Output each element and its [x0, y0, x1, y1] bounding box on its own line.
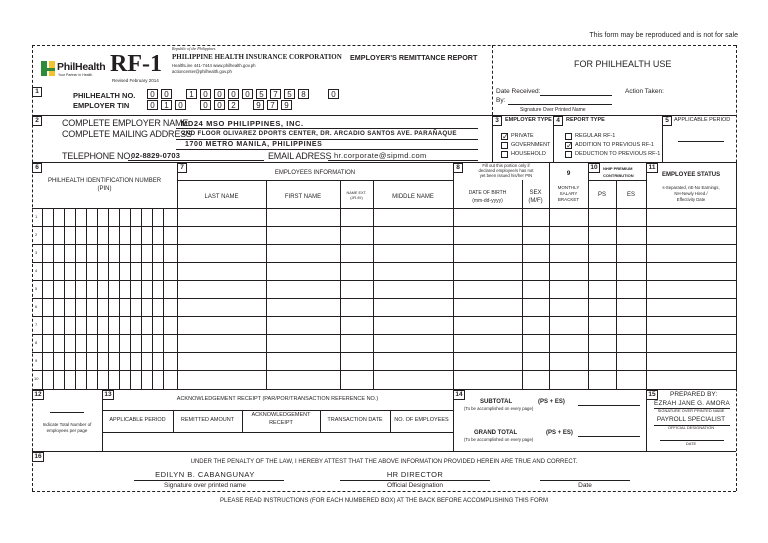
ack-receipt-col-2: RECEIPT — [269, 420, 293, 426]
checkbox-deduction[interactable] — [565, 151, 572, 158]
checkbox-regular[interactable] — [565, 133, 572, 140]
employees-info-header: EMPLOYEES INFORMATION — [274, 170, 356, 176]
employer-name-label: COMPLETE EMPLOYER NAME — [62, 118, 189, 128]
row-number: 1 — [35, 214, 38, 219]
remitted-amount-header: REMITTED AMOUNT — [180, 417, 235, 423]
employee-status-header: EMPLOYEE STATUS — [662, 172, 721, 178]
pin-digit: 1 — [186, 89, 197, 99]
signatory-date-field[interactable] — [540, 480, 630, 481]
ack-receipt-col-1: ACKNOWLEDGEMENT — [251, 412, 311, 418]
revision-date: Revised February 2014 — [112, 78, 159, 83]
box8-note-1: Fill out this portion only if — [482, 163, 530, 168]
status-legend-3: Effectivity Date — [676, 197, 706, 202]
box8-note-3: yet been issued his/her PIN — [479, 173, 533, 178]
box-number-6: 6 — [32, 163, 42, 173]
status-legend-2: NH-Newly Hired / — [674, 191, 708, 196]
box-number-16: 16 — [32, 452, 44, 462]
premium-header-1: NHIP PREMIUM — [603, 166, 633, 171]
logo-tagline: Your Partner in Health — [58, 73, 93, 77]
es-header: ES — [626, 192, 635, 198]
signatory-designation[interactable]: HR DIRECTOR — [386, 470, 444, 479]
attestation: UNDER THE PENALTY OF THE LAW, I HEREBY ATTEST THAT THE ABOVE INFORMATION PROVIDED HEREIN ARE TRUE AND CORRECT. — [190, 459, 578, 465]
row-number: 10 — [34, 376, 39, 381]
option-regular: REGULAR RF-1 — [575, 133, 616, 139]
mailing-address-line2[interactable]: 1700 METRO MANILA, PHILIPPINES — [185, 141, 323, 148]
date-received-field[interactable] — [540, 95, 612, 96]
grand-total-label: GRAND TOTAL — [474, 430, 518, 436]
box-number-1: 1 — [32, 87, 42, 97]
email-value[interactable]: hr.corporate@sipmd.com — [334, 151, 427, 160]
phic-signature-label: Signature Over Printed Name — [520, 107, 586, 113]
row-number: 2 — [35, 232, 38, 237]
subtotal-note: (To be accomplished on every page) — [464, 406, 534, 411]
applicable-period-field[interactable] — [678, 141, 724, 142]
pin-digit: 8 — [298, 89, 309, 99]
action-taken-label: Action Taken: — [625, 88, 664, 95]
form-code: RF-1 — [110, 51, 162, 77]
option-deduction: DEDUCTION TO PREVIOUS RF-1 — [575, 151, 661, 157]
sex-header: SEX — [529, 190, 542, 196]
dob-format: (mm-dd-yyyy) — [472, 198, 503, 204]
signatory-date-label: Date — [578, 482, 592, 489]
logo-text: PhilHealth — [57, 61, 106, 73]
tin-digit: 7 — [267, 100, 278, 110]
preparer-name[interactable]: EZRAH JANE G. AMORA — [654, 400, 730, 407]
option-addition: ADDITION TO PREVIOUS RF-1 — [575, 142, 654, 148]
box-number-7: 7 — [177, 163, 187, 173]
msb-header-3: BRACKET — [557, 197, 580, 202]
row-number: 4 — [35, 268, 38, 273]
prepared-by-label: PREPARED BY: — [670, 391, 718, 398]
tin-digit: 2 — [228, 100, 239, 110]
premium-header-2: CONTRIBUTION — [603, 173, 634, 178]
report-type-label: REPORT TYPE — [566, 117, 605, 123]
grand-total-note: (To be accomplished on every page) — [464, 437, 534, 442]
pin-digit: 0 — [228, 89, 239, 99]
tin-digit: 0 — [214, 100, 225, 110]
option-government: GOVERNMENT — [511, 142, 551, 148]
received-by-field[interactable] — [508, 104, 612, 105]
signatory-name[interactable]: EDILYN B. CABANGUNAY — [155, 470, 255, 479]
box12-note-1: Indicate Total Number of — [42, 422, 92, 427]
applicable-period-header: APPLICABLE PERIOD — [109, 417, 166, 423]
grand-total-field[interactable] — [578, 436, 640, 437]
corporation-name: PHILIPPINE HEALTH INSURANCE CORPORATION — [172, 53, 342, 61]
box-number-5: 5 — [662, 116, 672, 126]
pin-digit: 0 — [242, 89, 253, 99]
mailing-address-label: COMPLETE MAILING ADDRESS — [62, 129, 192, 139]
dob-header: DATE OF BIRTH — [468, 190, 507, 196]
msb-header-2: SALARY — [559, 191, 578, 196]
option-private: PRIVATE — [511, 133, 534, 139]
box-number-14: 14 — [453, 390, 465, 400]
pin-digit: 5 — [284, 89, 295, 99]
subtotal-field[interactable] — [578, 405, 640, 406]
name-ext-sub: (JR./III) — [350, 196, 363, 200]
reproduction-note: This form may be reproduced and is not for sale — [589, 32, 738, 39]
checkbox-household[interactable] — [501, 151, 508, 158]
applicable-period-label: APPLICABLE PERIOD — [674, 117, 731, 123]
ack-receipt-header: ACKNOWLEDGEMENT RECEIPT (PAR/POR/TRANSACTION REFERENCE NO.) — [176, 396, 379, 402]
pin-column-header: PHILHEALTH IDENTIFICATION NUMBER — [47, 178, 162, 184]
row-number: 8 — [35, 340, 38, 345]
signatory-designation-label: Official Designation — [387, 482, 443, 489]
box-number-15: 15 — [646, 390, 658, 400]
box8-note-2: declared employee/s has not — [478, 168, 534, 173]
philhealth-logo — [40, 58, 106, 80]
box-number-4: 4 — [553, 116, 563, 126]
republic-label: Republic of the Philippines — [172, 46, 216, 51]
box-number-11: 11 — [646, 163, 658, 173]
pin-digit: 0 — [161, 89, 172, 99]
philhealth-no-label: PHILHEALTH NO. — [73, 91, 136, 100]
checkbox-government[interactable] — [501, 142, 508, 149]
subtotal-label: SUBTOTAL — [480, 399, 513, 405]
box-number-10: 10 — [588, 163, 600, 173]
last-name-header: LAST NAME — [204, 194, 239, 200]
pin-digit: 5 — [256, 89, 267, 99]
action-center-email: actioncenter@philhealth.gov.ph — [172, 69, 232, 74]
tin-digit: 0 — [147, 100, 158, 110]
preparer-date-label: DATE — [685, 441, 697, 446]
sex-format: (M/F) — [528, 198, 543, 204]
grand-total-ps-es: (PS + ES) — [546, 430, 573, 436]
msb-header-1: MONTHLY — [557, 185, 580, 190]
box-number-12: 12 — [32, 390, 44, 400]
checkbox-addition[interactable]: ✓ — [566, 141, 573, 150]
box-number-13: 13 — [102, 390, 114, 400]
pin-column-sub: (PIN) — [97, 186, 112, 192]
transaction-date-header: TRANSACTION DATE — [327, 417, 383, 423]
row-number: 9 — [35, 358, 38, 363]
tin-digit: 0 — [200, 100, 211, 110]
tin-digit: 0 — [175, 100, 186, 110]
box-number-2: 2 — [32, 116, 42, 126]
employer-name-value[interactable]: MD24 MSO PHILIPPINES, INC. — [181, 119, 304, 128]
option-household: HOUSEHOLD — [511, 151, 546, 157]
tin-digit: 9 — [253, 100, 264, 110]
pin-digit: 7 — [270, 89, 281, 99]
checkbox-private[interactable]: ✓ — [502, 132, 509, 141]
subtotal-ps-es: (PS + ES) — [538, 399, 565, 405]
name-ext-header: NAME EXT. — [346, 191, 367, 195]
status-legend-1: s-Separated, nE-No Earnings, — [662, 185, 720, 190]
pin-digit: 0 — [147, 89, 158, 99]
first-name-header: FIRST NAME — [284, 194, 322, 200]
date-received-label: Date Received: — [496, 88, 541, 95]
email-label: EMAIL ADRESS — [268, 151, 332, 161]
telephone-label: TELEPHONE NO. — [62, 151, 133, 161]
by-label: By: — [496, 97, 506, 104]
row-number: 6 — [35, 304, 38, 309]
instructions-footer: PLEASE READ INSTRUCTIONS (FOR EACH NUMBERED BOX) AT THE BACK BEFORE ACCOMPLISHING THIS FORM — [220, 498, 548, 504]
box12-note-2: employees per page — [46, 428, 88, 433]
preparer-designation-label: OFFICIAL DESIGNATION — [667, 425, 715, 430]
for-philhealth-use: FOR PHILHEALTH USE — [574, 59, 672, 69]
pin-digit: 0 — [200, 89, 211, 99]
pin-digit: 0 — [328, 89, 339, 99]
report-title: EMPLOYER'S REMITTANCE REPORT — [350, 53, 478, 62]
row-number: 7 — [35, 322, 38, 327]
no-employees-header: NO. OF EMPLOYEES — [394, 417, 449, 423]
row-number: 5 — [35, 286, 38, 291]
row-number: 3 — [35, 250, 38, 255]
pin-digit: 0 — [214, 89, 225, 99]
box-number-3: 3 — [492, 116, 502, 126]
mailing-address-line1[interactable]: 2ND FLOOR OLIVAREZ DPORTS CENTER, DR. ARCADIO SANTOS AVE. PARAÑAQUE — [182, 130, 457, 137]
ps-header: PS — [597, 192, 606, 198]
preparer-designation[interactable]: PAYROLL SPECIALIST — [656, 416, 726, 423]
total-employees-field[interactable] — [50, 412, 84, 413]
preparer-signature-label: SIGNATURE OVER PRINTED NAME — [657, 408, 725, 413]
signatory-signature-label: Signature over printed name — [163, 482, 247, 489]
box-number-9: 9 — [566, 170, 571, 177]
telephone-value[interactable]: 02-8829-0703 — [131, 151, 181, 160]
employer-type-label: EMPLOYER TYPE — [505, 117, 552, 123]
hotline: HealthLine 441-7444 www.philhealth.gov.ph — [172, 63, 256, 68]
tin-digit: 1 — [161, 100, 172, 110]
employer-tin-label: EMPLOYER TIN — [73, 101, 130, 110]
tin-digit: 9 — [281, 100, 292, 110]
middle-name-header: MIDDLE NAME — [392, 194, 434, 200]
box-number-8: 8 — [453, 163, 463, 173]
